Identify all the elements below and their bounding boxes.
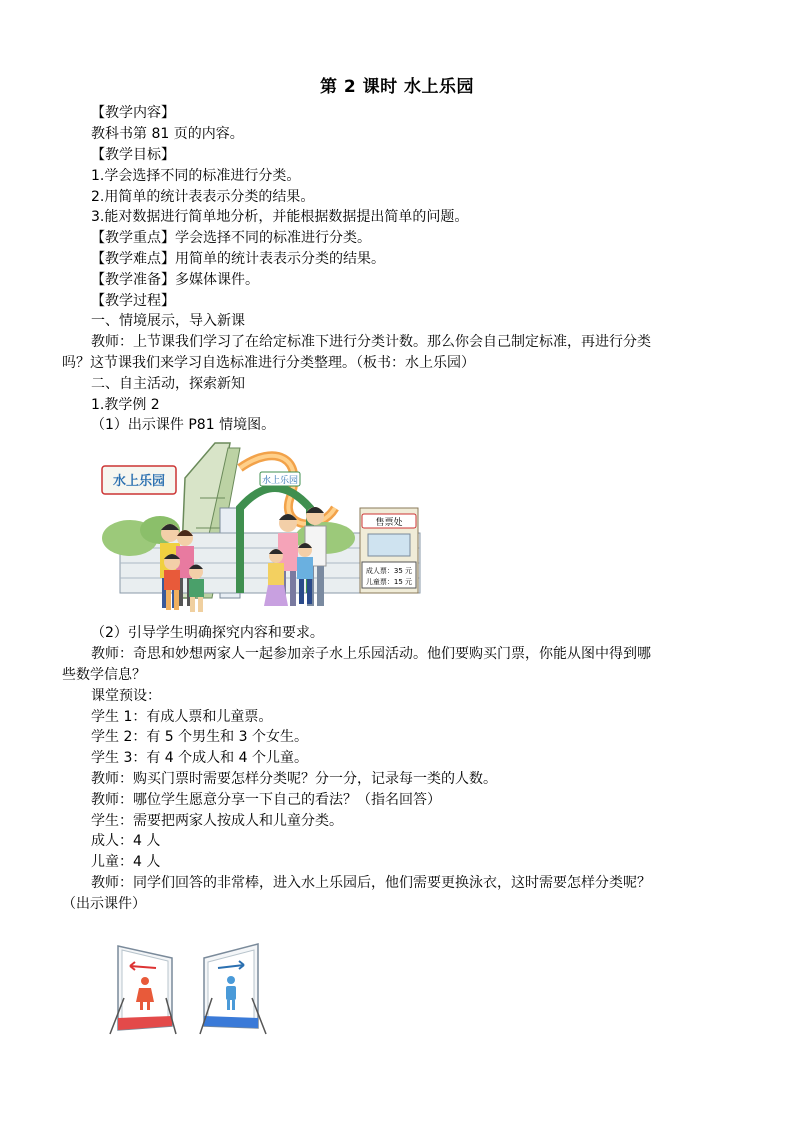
goal-item: 1.学会选择不同的标准进行分类。 [91,168,301,184]
paragraph: 教师：哪位学生愿意分享一下自己的看法？（指名回答） [91,792,441,808]
child-figure [297,543,313,604]
paragraph: 吗？这节课我们来学习自选标准进行分类整理。（板书：水上乐园） [62,355,475,371]
section-heading-content: 【教学内容】 [91,105,175,121]
step-heading: 二、自主活动，探索新知 [91,376,245,392]
student-answer: 学生 3：有 4 个成人和 4 个儿童。 [91,750,308,766]
paragraph: 学生：需要把两家人按成人和儿童分类。 [91,813,343,829]
changing-room-signs [100,938,280,1038]
paragraph: 教师：同学们回答的非常棒，进入水上乐园后，他们需要更换泳衣，这时需要怎样分类呢？ [91,875,651,891]
paragraph: 教师：奇思和妙想两家人一起参加亲子水上乐园活动。他们要购买门票，你能从图中得到哪 [91,646,651,662]
count-line: 成人：4 人 [91,833,161,849]
paragraph: （1）出示课件 P81 情境图。 [91,417,276,433]
section-heading-goals: 【教学目标】 [91,147,175,163]
paragraph: 些数学信息？ [62,667,146,683]
paragraph: （2）引导学生明确探究内容和要求。 [91,625,324,641]
student-answer: 学生 1：有成人票和儿童票。 [91,709,273,725]
water-park-illustration [100,438,425,618]
paragraph: 课堂预设： [91,688,161,704]
page-title: 第 2 课时 水上乐园 [319,77,475,97]
preparation: 【教学准备】多媒体课件。 [91,272,259,288]
goal-item: 2.用简单的统计表表示分类的结果。 [91,189,315,205]
park-sign-text: 水上乐园 [112,474,166,489]
paragraph: 1.教学例 2 [91,397,160,413]
male-sign-icon [200,944,266,1034]
paragraph: 教师：上节课我们学习了在给定标准下进行分类计数。那么你会自己制定标准，再进行分类 [91,334,651,350]
child-price: 儿童票：15 元 [365,578,413,586]
count-line: 儿童：4 人 [91,854,161,870]
section-heading-process: 【教学过程】 [91,293,175,309]
female-sign-icon [110,946,176,1034]
step-heading: 一、情境展示，导入新课 [91,313,245,329]
key-point: 【教学重点】学会选择不同的标准进行分类。 [91,230,371,246]
paragraph: （出示课件） [62,896,146,912]
paragraph: 教科书第 81 页的内容。 [91,126,244,142]
difficult-point: 【教学难点】用简单的统计表表示分类的结果。 [91,251,385,267]
child-figure [189,565,204,613]
adult-price: 成人票：35 元 [365,567,413,575]
goal-item: 3.能对数据进行简单地分析，并能根据数据提出简单的问题。 [91,209,469,225]
gate-sign-text: 水上乐园 [261,476,299,486]
student-answer: 学生 2：有 5 个男生和 3 个女生。 [91,729,308,745]
booth-title: 售票处 [375,518,403,528]
paragraph: 教师：购买门票时需要怎样分类呢？分一分，记录每一类的人数。 [91,771,497,787]
